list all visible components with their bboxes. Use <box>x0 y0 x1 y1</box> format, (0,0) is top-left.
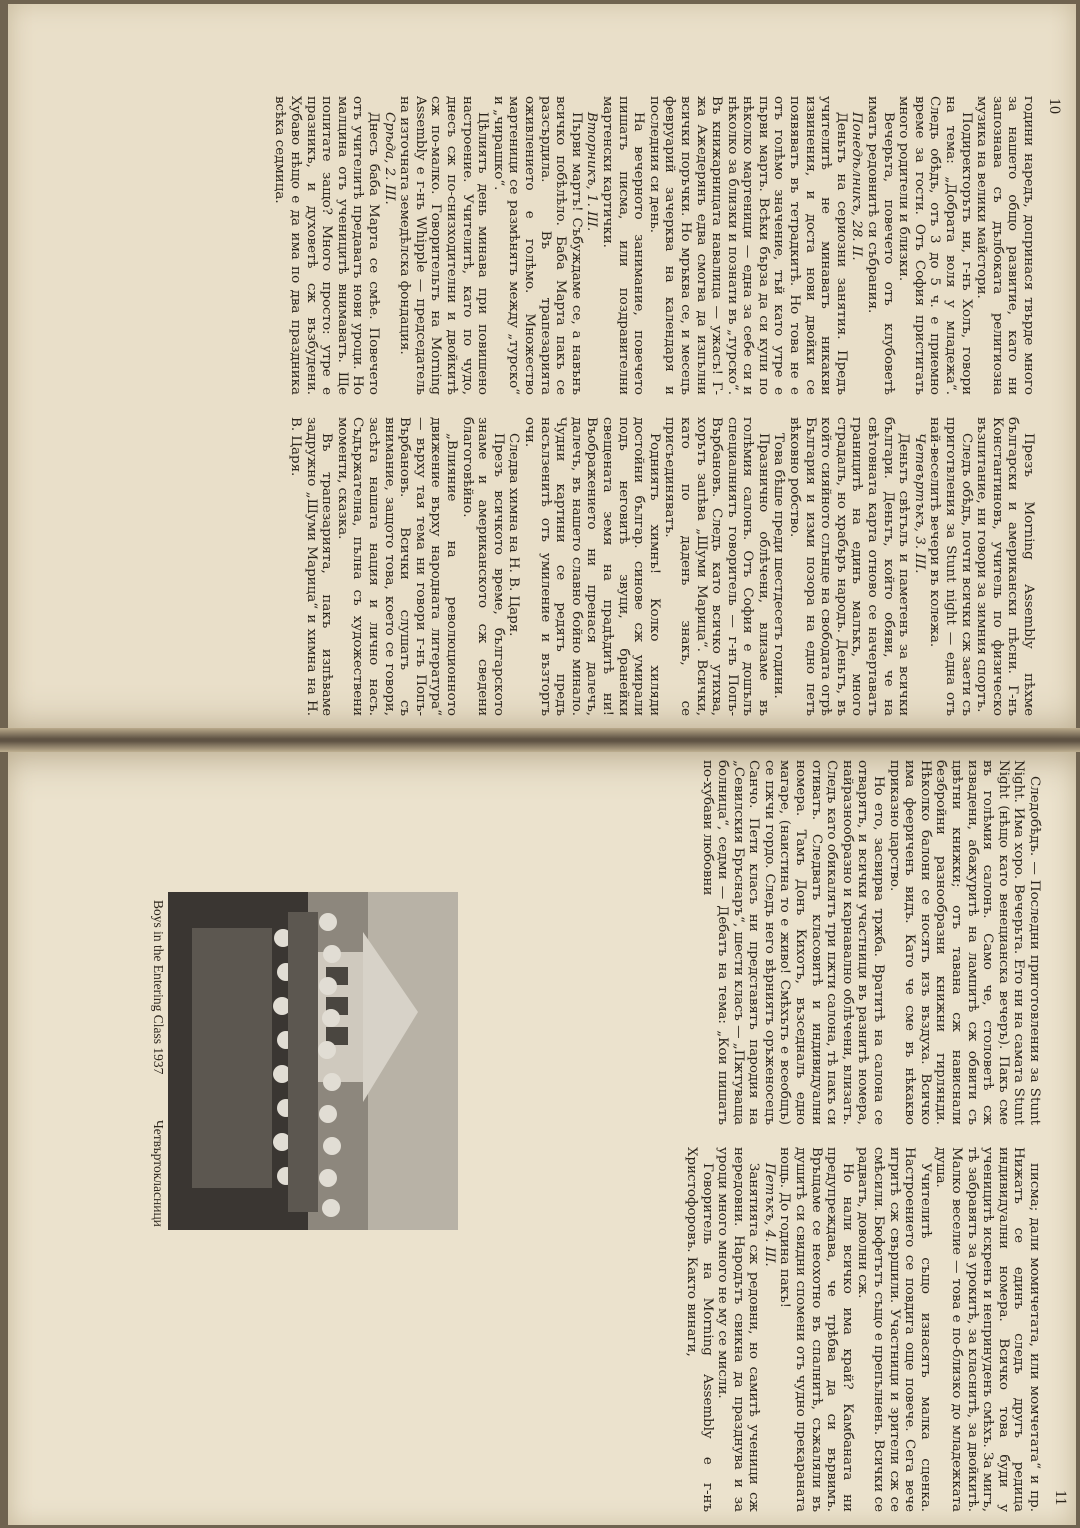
text-column-left <box>462 760 1042 1125</box>
paragraph: Следва химна на Н. В. Царя. <box>506 433 522 637</box>
paragraph: Първи мартъ! Събуждаме се, а навънъ всичко побѣлѣло. Баба Марта пакъ се разсърдила. Въ трапезарията оживлението е голѣмо. Множество мартеници се размѣнятъ между „турско“ и „чирашко“. <box>490 96 584 395</box>
class-photo-image <box>168 892 458 1230</box>
photo-caption-bg: Четвъртокласници <box>151 1120 166 1227</box>
paragraph: години наредъ, допринася твърде много за нашето общо развитие, като ни запознава съ дълбоката религиозна музика на велики майстори. <box>974 96 1036 395</box>
paragraph: Но нали всичко има край? Камбаната ни предупреждава, че трѣбва да си вървимъ. Връщаме се неохотно въ спалнитѣ, съжаляли въ душитѣ си свидни спомени отъ чудно прекараната нощь. До година пакъ! <box>777 1147 855 1512</box>
paragraph: Презъ Morning Assembly пѣхме български и американски пѣсни. Г-нъ Константиновъ, учитель по физическо възпитание, ни говори за зимния спортъ. <box>974 417 1036 716</box>
paragraph: Следъ обѣдъ, почти всички сж заети съ приготвления за Stunt night — една отъ най-веселитѣ вечери въ колежа. <box>927 417 974 716</box>
paragraph: Това бѣше преди шестдесетъ години. <box>771 433 787 699</box>
diary-date: Понедѣлникъ, 28. II. <box>849 112 865 261</box>
paragraph: Учителитѣ също изнасятъ малка сценка. Настроението се повдига още повече. Сега вече игритѣ сж свършили. Участници и зрители сж се смѣсили. Бюфетътъ също е препълненъ. Всички се радватъ, доволни сж. <box>855 1147 933 1512</box>
paragraph: Но ето, засвирва тржба. Вратитѣ на салона се отварятъ, и всички участници въ разнитѣ номера, найразнообразно и карнавално облѣчени, влизатъ. Следъ като обикалятъ три пжти салона, тѣ пакъ си отиватъ. Следватъ класовитѣ и индивидуални номера. Тамъ Донъ Кихотъ, възседналъ едно магаре, (наистина то е живо! Смѣхътъ е всеобщъ) се пжчи гордо. Следъ него вѣрниятъ оръженосецъ Санчо. Пети класъ ни представятъ пародия на „Севилския Бръснаръ“, шести класъ — „Пжтуваща болница“, седми — Дебатъ на тема: „Кои пишатъ по-хубави любовни <box>699 760 887 1125</box>
page-10-columns <box>46 96 1036 716</box>
diary-date: Срѣда, 2. III. <box>381 112 397 205</box>
diary-date: Петъкъ, 4. III. <box>761 1163 777 1267</box>
paragraph: Родниятъ химнъ! Колко хиляди достойни българ. синове сж умирали подъ неговитѣ звуци, бранейки свещената земя на прадѣдитѣ ни! Въображението ни пренася далечъ, далечъ, въ нашето славно бойно минало. Чудни картини се редятъ предъ насълзенитѣ отъ умиление и възторгъ очи. <box>522 417 662 716</box>
paragraph: Деньтъ свѣтълъ и паметенъ за всички българи. Деньтъ, който обяви, че на свѣтовната карта отново се начертаватъ границитѣ на единъ малъкъ, много страдалъ, но храбъръ народъ. Деньтъ, въ който сияйното слънце на свободата огрѣ България и изми позора на едно петъ вѣковно робство. <box>787 417 912 716</box>
paragraph: Вечерьта, повечето отъ клубоветѣ иматъ редовнитѣ си събрания. <box>865 96 896 395</box>
class-photo <box>168 892 458 1230</box>
page-number: 10 <box>1046 98 1063 114</box>
page-11-content <box>18 760 1068 1512</box>
paragraph: На вечерното занимание, повечето пишатъ писма, или поздравителни мартенски картички. <box>599 96 647 395</box>
photo-figures <box>168 892 458 1230</box>
paragraph: Презъ всичкото време, българското знаме и американското сж сведени благоговѣйно. <box>459 417 506 716</box>
paragraph: Цѣлиятъ день минава при повишено настроение. Учителитѣ, като по чудо, днесъ сж по-снизходителни и двойкитѣ сж по-малко. Говорительтъ на Morning Assembly е г-нъ Whipple — председатель на източната земедѣлска фондация. <box>397 96 491 395</box>
text-column-left <box>46 96 1036 395</box>
paragraph: Деньтъ на сериозни занятия. Предъ учителитѣ не минаватъ никакви извинения, и доста нови двойки се появяватъ въ тетрадкитѣ. Но това не е отъ голѣмо значение, тъй като утре е първи мартъ. Всѣки бърза да си купи по нѣколко мартеници — една за себе си и нѣколко за близки и познати въ „турско“. Въ книжарницата навалица — ужасъ! Г-жа Ажедерянъ едва смогва да изпълни всички поръчки. Но мръква се, и месецъ февруарий зачерква на календаря и последния си день. <box>646 96 849 395</box>
diary-date: Вторникъ, 1. III. <box>584 112 600 232</box>
paragraph: Подиректорътъ ни, г-нъ Холъ, говори на тема: „Добрата воля у младежа“. Следъ обѣдъ, отъ 3 до 5 ч. е приемно време за гости. Отъ София пристигать много родители и близки. <box>896 96 974 395</box>
paragraph: Днесъ баба Марта се смѣе. Повечето отъ учителитѣ предаватъ нови уроци. Но малцина отъ ученицитѣ внимаватъ. Ще попитате защо? Много просто: утре е празникъ, и духоветѣ сж възбудени. Хубаво нѣщо е да има по два праздника всѣка седмица. <box>272 96 382 395</box>
paragraph: Говоритель на Morning Assembly е г-нъ Христофоровъ. Както винаги, <box>683 1147 715 1512</box>
paragraph: Следобѣдъ. — Последни приготовления за Stunt Night. Има хоро. Вечерьта. Ето ни на самата Stunt Night (нѣщо като венецианска вечеръ). Пакъ сме въ голѣмия салонъ. Само че, столоветѣ сж извадени, абажуритѣ на лампитѣ сж обвити съ цвѣтни книжки; отъ тавана сж нависнали безбройни разнообразни книжни гирлянди. Нѣколко балони се носятъ изъ въздуха. Всичко има феериченъ видъ. Като че сме въ нѣкакво приказно царство. <box>886 760 1042 1125</box>
paragraph: Празнично облѣчени, влизаме въ голѣмия салонъ. Отъ София е дошълъ специалниятъ говоритель — г-нъ Попъ-Върбановъ. Следъ като всичко утихва, хорътъ запѣва „Шуми Марица“. Всички, като по даденъ знакъ, се присъединяватъ. <box>662 417 771 716</box>
book-gutter <box>0 728 1080 752</box>
text-column-right <box>46 417 1036 716</box>
diary-date: Четвъртъкъ, 3. III. <box>911 433 927 574</box>
paragraph: „Влияние на революционното движение върху народната литература“ — върху тая тема ни говори г-нъ Попъ-Върбановъ. Всички слушатъ съ внимание, защото това, което се говори, засѣга нашата нация и лично насъ. Съдържателна, пълна съ художествени моменти, сказка. <box>334 417 460 716</box>
paragraph: писма; дали момичетата, или момчетата“ и пр. Нижатъ се единъ следъ другъ редица индивидуални номера. Всичко това буди у ученицитѣ искренъ и непринуденъ смѣхъ. За мигъ, тѣ забравятъ за урокитѣ, за класнитѣ, за двойкитѣ. Малко веселие — това е по-близко до младежката душа. <box>933 1147 1042 1512</box>
text-column-right <box>462 1147 1042 1512</box>
page-10-content <box>38 96 1062 716</box>
page-number: 11 <box>1052 1490 1069 1506</box>
paragraph: Занятията сж редовни, но самитѣ ученици сж нередовни. Народътъ свикна да празднува и за уроци много много не му се мисли. <box>715 1147 762 1512</box>
paragraph: Въ трапезарията, пакъ изпѣваме задружно „Шуми Марица“ и химна на Н. В. Царя. <box>288 417 335 716</box>
photo-caption: Boys in the Entering Class 1937 <box>151 900 166 1075</box>
page-11-columns-upper <box>462 760 1042 1512</box>
